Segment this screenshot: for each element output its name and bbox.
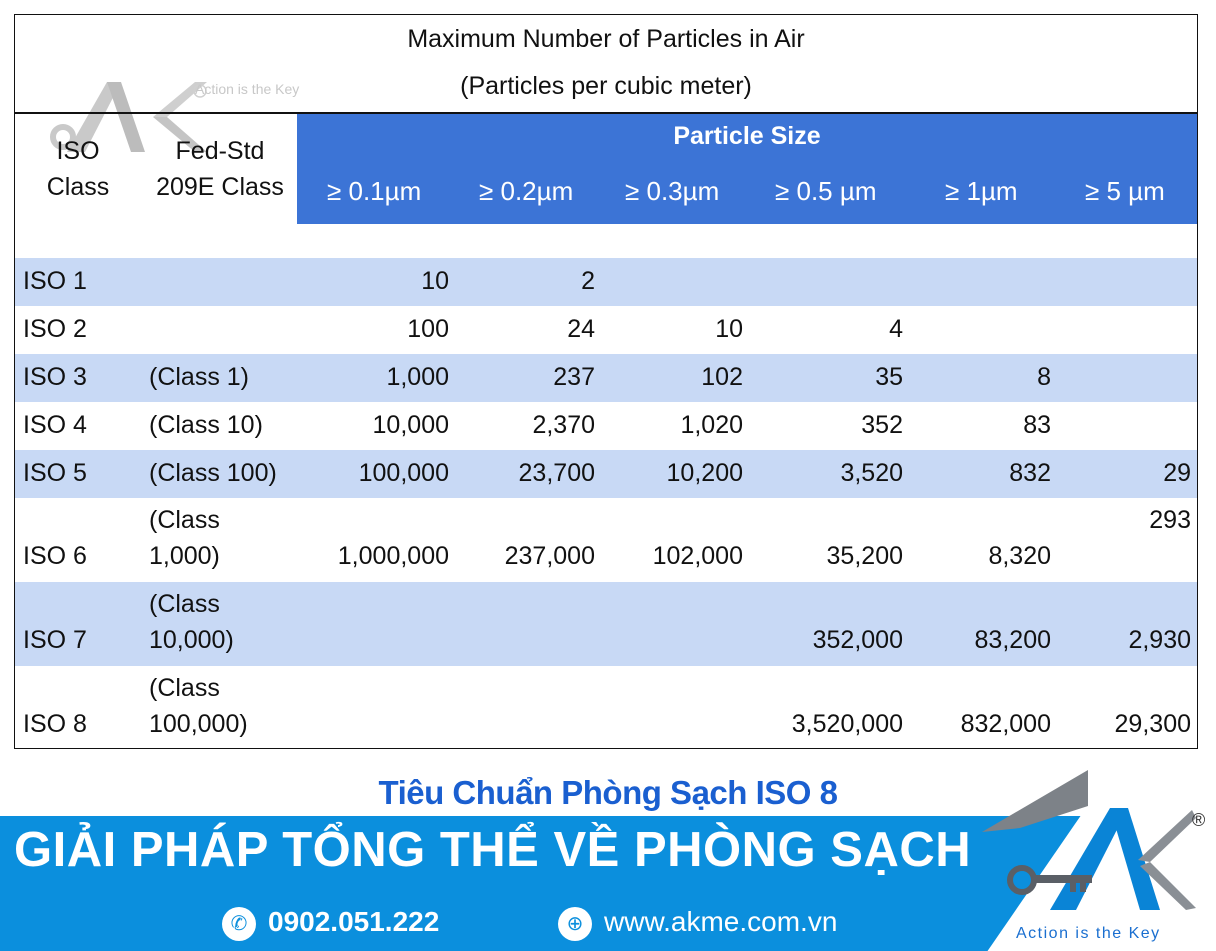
table-subtitle: (Particles per cubic meter)	[460, 72, 752, 100]
table-row	[15, 258, 1198, 306]
globe-icon: ⊕	[558, 907, 592, 941]
cell-value: 832,000	[960, 710, 1051, 738]
size-0-5: ≥ 0.5 µm	[775, 176, 877, 206]
table-row	[15, 402, 1198, 450]
cell-value: 832	[1009, 459, 1051, 487]
cell-value: 1,020	[680, 411, 743, 439]
cell-value: 35,200	[826, 542, 903, 570]
cell-value: 2,370	[532, 411, 595, 439]
table-row	[15, 450, 1198, 498]
cell-value: 3,520	[840, 459, 903, 487]
cell-value: 3,520,000	[791, 710, 903, 738]
table-row	[15, 354, 1198, 402]
cell-value: 24	[567, 315, 595, 343]
fed-class: (Class 10)	[149, 411, 263, 439]
table-row	[15, 666, 1198, 749]
fed-class-cont: 100,000)	[149, 710, 248, 738]
table-row	[15, 498, 1198, 582]
header-fed-std	[145, 133, 295, 205]
footer-subtitle: Tiêu Chuẩn Phòng Sạch ISO 8	[378, 774, 838, 811]
cell-value: 10	[421, 267, 449, 295]
cell-value: 23,700	[518, 459, 595, 487]
fed-class-cont: 1,000)	[149, 542, 220, 570]
table-row	[15, 582, 1198, 666]
cell-value: 352	[861, 411, 903, 439]
header-iso-line1: ISO	[56, 137, 100, 165]
fed-class: (Class	[149, 590, 220, 618]
size-0-1: ≥ 0.1µm	[327, 176, 422, 206]
cell-value: 4	[889, 315, 903, 343]
size-5: ≥ 5 µm	[1085, 176, 1165, 206]
particle-size-title: Particle Size	[673, 122, 821, 150]
cell-value: 8,320	[988, 542, 1051, 570]
header-fed-line1: Fed-Std	[175, 137, 265, 165]
cell-value: 2,930	[1128, 626, 1191, 654]
banner-title: GIẢI PHÁP TỔNG THỂ VỀ PHÒNG SẠCH	[14, 823, 972, 877]
iso-class: ISO 6	[23, 542, 87, 570]
size-0-3: ≥ 0.3µm	[625, 176, 720, 206]
cell-value: 293	[1149, 506, 1191, 534]
fed-class-cont: 10,000)	[149, 626, 234, 654]
particle-size-header	[297, 114, 1198, 224]
cell-value: 1,000,000	[337, 542, 449, 570]
cell-value: 10,200	[666, 459, 743, 487]
fed-class: (Class 1)	[149, 363, 250, 391]
cell-value: 83	[1023, 411, 1051, 439]
size-1: ≥ 1µm	[945, 176, 1018, 206]
header-fed-line2: 209E Class	[156, 173, 284, 201]
size-0-2: ≥ 0.2µm	[479, 176, 574, 206]
iso-class: ISO 7	[23, 626, 87, 654]
cell-value: 237	[553, 363, 595, 391]
cell-value: 2	[581, 267, 595, 295]
cell-value: 100	[407, 315, 449, 343]
iso-class: ISO 4	[23, 411, 87, 439]
iso-class: ISO 5	[23, 459, 87, 487]
table-title: Maximum Number of Particles in Air	[407, 25, 805, 53]
iso-class: ISO 1	[23, 267, 87, 295]
iso-class: ISO 8	[23, 710, 87, 738]
cell-value: 100,000	[358, 459, 449, 487]
logo-tagline: Action is the Key	[1016, 925, 1161, 942]
header-iso-class	[33, 133, 123, 205]
akme-logo	[960, 770, 1216, 951]
cell-value: 102,000	[652, 542, 743, 570]
fed-class: (Class	[149, 674, 220, 702]
cell-value: 102	[701, 363, 743, 391]
cell-value: 237,000	[504, 542, 595, 570]
fed-class: (Class	[149, 506, 220, 534]
cell-value: 8	[1037, 363, 1051, 391]
cell-value: 10,000	[372, 411, 449, 439]
cell-value: 29	[1163, 459, 1191, 487]
website-url: www.akme.com.vn	[604, 906, 838, 937]
cell-value: 83,200	[974, 626, 1051, 654]
contact-phone[interactable]	[222, 906, 439, 941]
fed-class: (Class 100)	[149, 459, 277, 487]
header-iso-line2: Class	[46, 173, 110, 201]
cell-value: 1,000	[386, 363, 449, 391]
contact-website[interactable]	[558, 906, 837, 941]
registered-mark: ®	[1192, 810, 1206, 830]
table-row	[15, 306, 1198, 354]
watermark-tagline: Action is the Key	[195, 81, 300, 97]
iso-class: ISO 3	[23, 363, 87, 391]
particle-table	[14, 14, 1198, 749]
phone-number: 0902.051.222	[268, 906, 440, 937]
cell-value: 29,300	[1114, 710, 1191, 738]
cell-value: 35	[875, 363, 903, 391]
phone-icon: ✆	[222, 907, 256, 941]
cell-value: 352,000	[812, 626, 903, 654]
iso-class: ISO 2	[23, 315, 87, 343]
cell-value: 10	[715, 315, 743, 343]
